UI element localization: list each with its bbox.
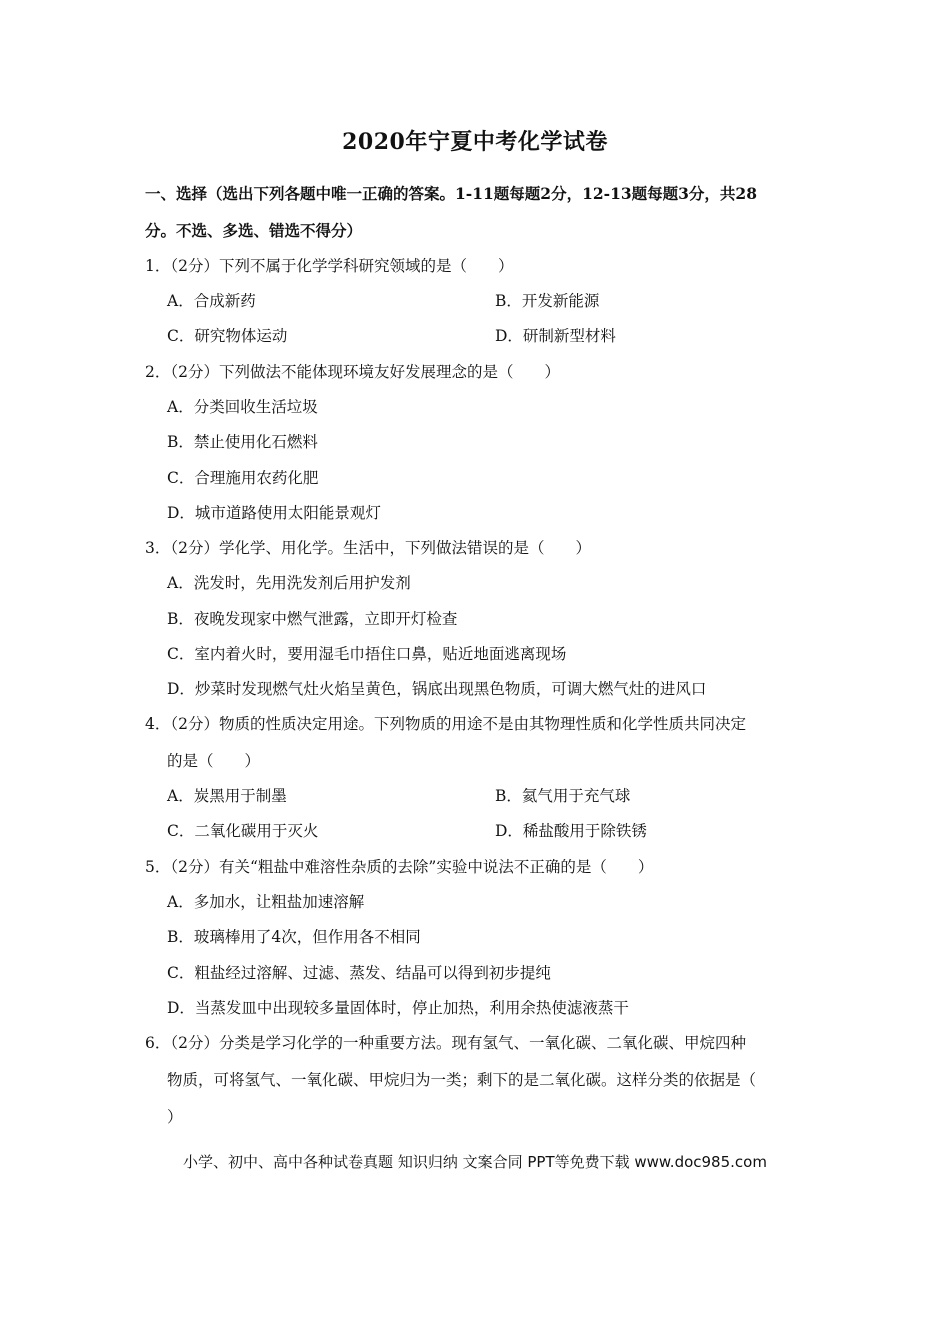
question-3-option-c: C．室内着火时，要用湿毛巾捂住口鼻，贴近地面逃离现场 xyxy=(167,645,567,663)
question-2-option-b: B．禁止使用化石燃料 xyxy=(167,433,318,451)
question-6-stem-end: ） xyxy=(167,1108,183,1126)
question-1-option-d: D．研制新型材料 xyxy=(495,327,616,345)
question-2-stem: 2．（2分）下列做法不能体现环境友好发展理念的是（ ） xyxy=(145,363,560,381)
question-3-option-a: A．洗发时，先用洗发剂后用护发剂 xyxy=(167,574,411,592)
question-4-stem-continued: 的是（ ） xyxy=(167,752,261,770)
question-2-option-c: C．合理施用农药化肥 xyxy=(167,469,319,487)
question-5-stem: 5．（2分）有关“粗盐中难溶性杂质的去除”实验中说法不正确的是（ ） xyxy=(145,858,654,876)
question-4-option-c: C．二氧化碳用于灭火 xyxy=(167,822,319,840)
question-3-option-b: B．夜晚发现家中燃气泄露，立即开灯检查 xyxy=(167,610,458,628)
question-1-option-c: C．研究物体运动 xyxy=(167,327,288,345)
question-1-option-a: A．合成新药 xyxy=(167,292,256,310)
footer-text: 小学、初中、高中各种试卷真题 知识归纳 文案合同 PPT等免费下载 www.doc985.com xyxy=(183,1153,767,1171)
question-2-option-d: D．城市道路使用太阳能景观灯 xyxy=(167,504,381,522)
question-6-stem-continued: 物质，可将氢气、一氧化碳、甲烷归为一类；剩下的是二氧化碳。这样分类的依据是（ xyxy=(167,1071,757,1089)
section-heading-line2: 分。不选、多选、错选不得分） xyxy=(145,221,363,240)
section-heading xyxy=(145,175,805,249)
question-4-stem: 4．（2分）物质的性质决定用途。下列物质的用途不是由其物理性质和化学性质共同决定 xyxy=(145,715,746,733)
question-1-option-b: B．开发新能源 xyxy=(495,292,600,310)
question-3-stem: 3．（2分）学化学、用化学。生活中，下列做法错误的是（ ） xyxy=(145,539,591,557)
question-4-option-a: A．炭黑用于制墨 xyxy=(167,787,287,805)
question-1-stem: 1．（2分）下列不属于化学学科研究领域的是（ ） xyxy=(145,257,514,275)
question-5-option-c: C．粗盐经过溶解、过滤、蒸发、结晶可以得到初步提纯 xyxy=(167,964,551,982)
question-5-option-b: B．玻璃棒用了4次，但作用各不相同 xyxy=(167,928,421,946)
question-4-option-b: B．氦气用于充气球 xyxy=(495,787,631,805)
section-heading-line1: 一、选择（选出下列各题中唯一正确的答案。1-11题每题2分，12-13题每题3分，共28 xyxy=(145,184,758,203)
question-3-option-d: D．炒菜时发现燃气灶火焰呈黄色，锅底出现黑色物质，可调大燃气灶的进风口 xyxy=(167,680,707,698)
question-5-option-a: A．多加水，让粗盐加速溶解 xyxy=(167,893,365,911)
question-4-option-d: D．稀盐酸用于除铁锈 xyxy=(495,822,647,840)
question-6-stem: 6．（2分）分类是学习化学的一种重要方法。现有氢气、一氧化碳、二氧化碳、甲烷四种 xyxy=(145,1034,746,1052)
question-5-option-d: D．当蒸发皿中出现较多量固体时，停止加热，利用余热使滤液蒸干 xyxy=(167,999,629,1017)
page-title: 2020年宁夏中考化学试卷 xyxy=(342,129,608,155)
question-2-option-a: A．分类回收生活垃圾 xyxy=(167,398,318,416)
